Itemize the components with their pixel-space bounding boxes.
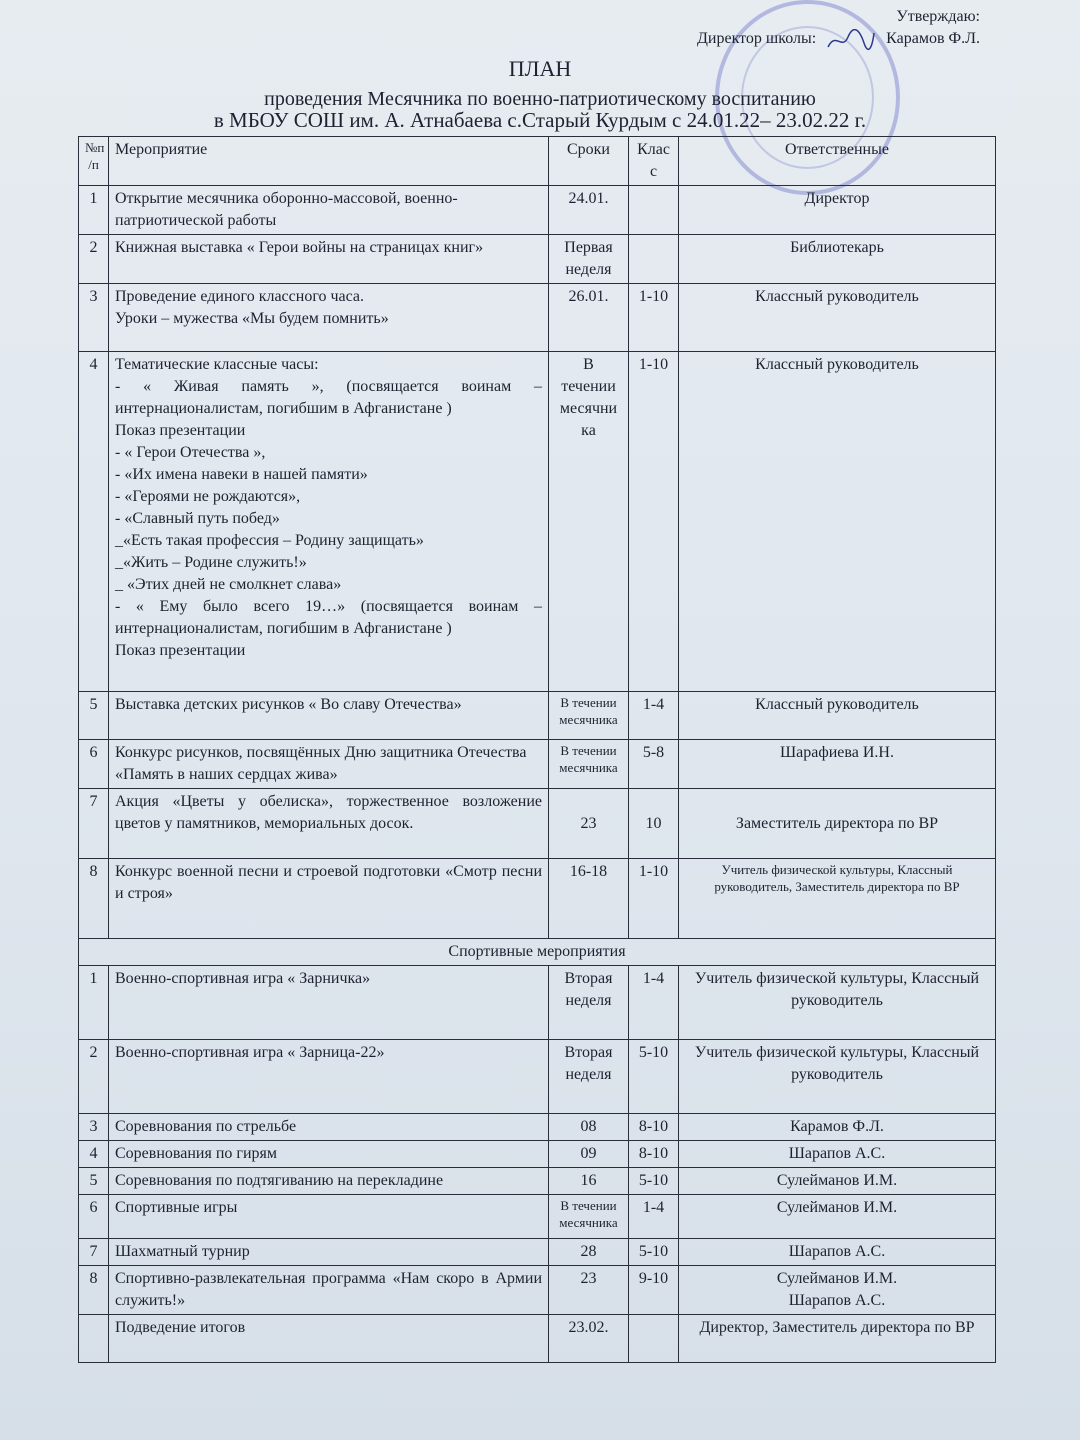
row-num: 5	[79, 692, 109, 740]
summary-responsible: Директор, Заместитель директора по ВР	[679, 1315, 996, 1363]
row-dates: 09	[549, 1141, 629, 1168]
row-event-line: - «Героями не рождаются»,	[115, 488, 301, 505]
row-dates: 16-18	[549, 859, 629, 939]
row-event-line: Тематические классные часы:	[115, 356, 319, 373]
row-num: 2	[79, 1040, 109, 1114]
director-line	[697, 28, 980, 50]
row-event: Выставка детских рисунков « Во славу Отечества»	[109, 692, 549, 740]
table-row	[79, 1195, 996, 1239]
row-event-line: - «Их имена навеки в нашей памяти»	[115, 466, 368, 483]
row-class: 1-10	[629, 284, 679, 352]
row-event: Конкурс рисунков, посвящённых Дню защитника Отечества «Память в наших сердцах жива»	[109, 740, 549, 789]
row-class: 9-10	[629, 1266, 679, 1315]
row-num: 4	[79, 1141, 109, 1168]
row-responsible: Классный руководитель	[679, 284, 996, 352]
row-responsible: Учитель физической культуры, Классный руководитель, Заместитель директора по ВР	[679, 859, 996, 939]
row-event-line: Показ презентации	[115, 642, 246, 659]
row-dates: 23	[549, 789, 629, 859]
row-event-line: - « Живая память », (посвящается воинам – интернационалистам, погибшим в Афганистане )	[115, 378, 542, 417]
row-responsible: Сулейманов И.М.	[679, 1168, 996, 1195]
row-responsible-line: Шарапов А.С.	[788, 1292, 886, 1309]
row-num: 6	[79, 1195, 109, 1239]
row-event-line: Уроки – мужества «Мы будем помнить»	[115, 310, 389, 327]
row-class: 1-4	[629, 966, 679, 1040]
row-class: 1-10	[629, 352, 679, 692]
row-event: Военно-спортивная игра « Зарница-22»	[109, 1040, 549, 1114]
sports-section-row	[79, 939, 996, 966]
table-row	[79, 284, 996, 352]
row-event: Соревнования по подтягиванию на перекладине	[109, 1168, 549, 1195]
row-event: Книжная выставка « Герои войны на страницах книг»	[109, 235, 549, 284]
table-row	[79, 1266, 996, 1315]
row-event: Акция «Цветы у обелиска», торжественное возложение цветов у памятников, мемориальных досок.	[109, 789, 549, 859]
plan-school-line: в МБОУ СОШ им. А. Атнабаева с.Старый Курдым с 24.01.22– 23.02.22 г.	[213, 108, 867, 132]
row-class: 5-10	[629, 1168, 679, 1195]
summary-event: Подведение итогов	[109, 1315, 549, 1363]
row-dates: В течении месячника	[549, 1195, 629, 1239]
row-num: 7	[79, 789, 109, 859]
table-row	[79, 692, 996, 740]
row-class: 8-10	[629, 1114, 679, 1141]
row-dates: 24.01.	[549, 186, 629, 235]
row-event: Конкурс военной песни и строевой подготовки «Смотр песни и строя»	[109, 859, 549, 939]
header-responsible: Ответственные	[679, 137, 996, 186]
row-responsible: Библиотекарь	[679, 235, 996, 284]
row-num: 1	[79, 186, 109, 235]
row-responsible: Учитель физической культуры, Классный руководитель	[679, 966, 996, 1040]
table-row	[79, 1239, 996, 1266]
row-num: 1	[79, 966, 109, 1040]
row-responsible: Директор	[679, 186, 996, 235]
row-responsible-line: Сулейманов И.М.	[776, 1270, 898, 1287]
row-num: 7	[79, 1239, 109, 1266]
row-num: 6	[79, 740, 109, 789]
row-responsible: Шарафиева И.Н.	[679, 740, 996, 789]
row-event: Шахматный турнир	[109, 1239, 549, 1266]
header-event: Мероприятие	[109, 137, 549, 186]
header-dates: Сроки	[549, 137, 629, 186]
row-event-line: Проведение единого классного часа.	[115, 288, 365, 305]
director-label: Директор школы:	[696, 30, 817, 47]
summary-row	[79, 1315, 996, 1363]
table-row	[79, 1114, 996, 1141]
row-num: 3	[79, 284, 109, 352]
row-event-line: Показ презентации	[115, 422, 246, 439]
table-row	[79, 1168, 996, 1195]
row-event: Открытие месячника оборонно-массовой, военно-патриотической работы	[109, 186, 549, 235]
row-class: 5-8	[629, 740, 679, 789]
row-responsible: Заместитель директора по ВР	[679, 789, 996, 859]
row-event-line: - « Ему было всего 19…» (посвящается воинам – интернационалистам, погибшим в Афганистане )	[115, 598, 542, 637]
row-class: 8-10	[629, 1141, 679, 1168]
row-dates: 23	[549, 1266, 629, 1315]
row-responsible: Карамов Ф.Л.	[679, 1114, 996, 1141]
row-class	[629, 235, 679, 284]
table-row	[79, 740, 996, 789]
row-event-line: - «Славный путь побед»	[115, 510, 280, 527]
row-dates: 28	[549, 1239, 629, 1266]
row-responsible: Учитель физической культуры, Классный руководитель	[679, 1040, 996, 1114]
row-class: 10	[629, 789, 679, 859]
row-dates: В течении месячника	[549, 692, 629, 740]
row-event: Соревнования по стрельбе	[109, 1114, 549, 1141]
row-num	[79, 1315, 109, 1363]
plan-table	[78, 136, 996, 1363]
row-class: 1-4	[629, 1195, 679, 1239]
row-event-line: _«Жить – Родине служить!»	[115, 554, 307, 571]
row-event: Спортивные игры	[109, 1195, 549, 1239]
row-dates: 26.01.	[549, 284, 629, 352]
plan-title: ПЛАН	[508, 56, 572, 81]
approval-block	[697, 6, 980, 50]
row-responsible: Классный руководитель	[679, 352, 996, 692]
sports-heading: Спортивные мероприятия	[79, 939, 996, 966]
row-num: 4	[79, 352, 109, 692]
summary-dates: 23.02.	[549, 1315, 629, 1363]
table-row	[79, 186, 996, 235]
row-responsible: Сулейманов И.М.	[679, 1195, 996, 1239]
row-event	[109, 284, 549, 352]
row-dates: В течении месячника	[549, 740, 629, 789]
row-responsible: Шарапов А.С.	[679, 1141, 996, 1168]
row-class: 5-10	[629, 1239, 679, 1266]
row-responsible: Шарапов А.С.	[679, 1239, 996, 1266]
row-event: Соревнования по гирям	[109, 1141, 549, 1168]
row-class	[629, 186, 679, 235]
row-num: 8	[79, 1266, 109, 1315]
table-row	[79, 789, 996, 859]
row-dates: В течении месячни ка	[549, 352, 629, 692]
summary-class	[629, 1315, 679, 1363]
row-class: 1-4	[629, 692, 679, 740]
row-num: 3	[79, 1114, 109, 1141]
row-responsible: Классный руководитель	[679, 692, 996, 740]
row-class: 5-10	[629, 1040, 679, 1114]
director-name: Карамов Ф.Л.	[886, 30, 980, 47]
table-row	[79, 352, 996, 692]
row-event-line: - « Герои Отечества »,	[115, 444, 266, 461]
approve-label: Утверждаю:	[896, 8, 980, 25]
row-dates: Вторая неделя	[549, 966, 629, 1040]
row-event	[109, 352, 549, 692]
plan-subtitle: проведения Месячника по военно-патриотическому воспитанию	[264, 88, 816, 110]
table-row	[79, 966, 996, 1040]
row-num: 2	[79, 235, 109, 284]
table-row	[79, 1141, 996, 1168]
table-row	[79, 235, 996, 284]
row-num: 8	[79, 859, 109, 939]
row-event-line: _«Есть такая профессия – Родину защищать»	[115, 532, 424, 549]
row-dates: Первая неделя	[549, 235, 629, 284]
row-event-line: _ «Этих дней не смолкнет слава»	[115, 576, 342, 593]
header-num: №п /п	[79, 137, 109, 186]
row-num: 5	[79, 1168, 109, 1195]
table-header-row	[79, 137, 996, 186]
signature	[826, 29, 876, 49]
row-dates: 08	[549, 1114, 629, 1141]
row-dates: Вторая неделя	[549, 1040, 629, 1114]
row-dates: 16	[549, 1168, 629, 1195]
header-class: Клас с	[629, 137, 679, 186]
row-event: Спортивно-развлекательная программа «Нам скоро в Армии служить!»	[109, 1266, 549, 1315]
row-responsible	[679, 1266, 996, 1315]
row-event: Военно-спортивная игра « Зарничка»	[109, 966, 549, 1040]
table-row	[79, 859, 996, 939]
table-row	[79, 1040, 996, 1114]
row-class: 1-10	[629, 859, 679, 939]
